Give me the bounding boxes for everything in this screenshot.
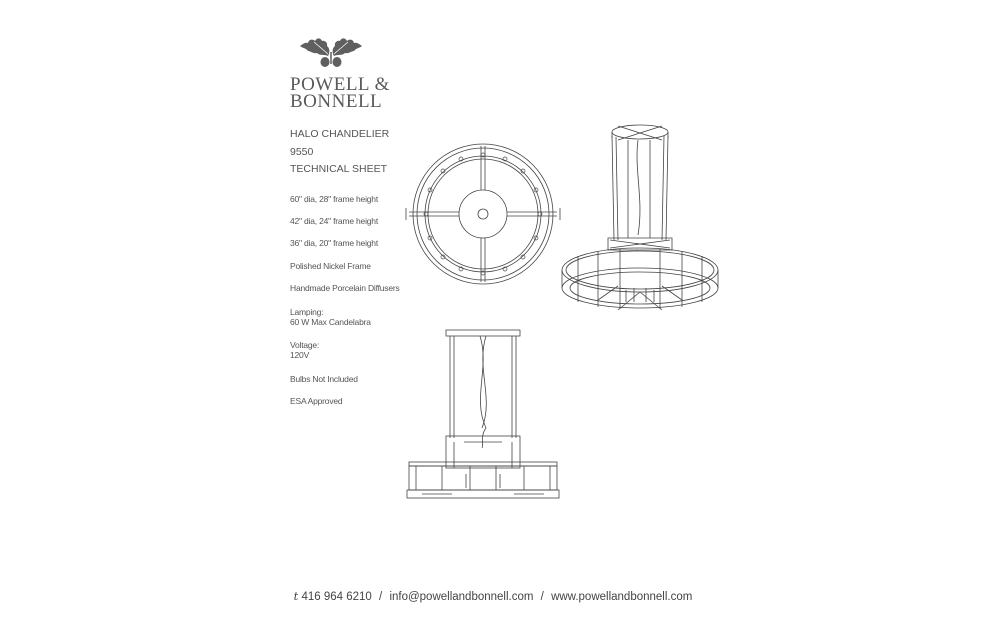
brand-name-line2: BONNELL <box>290 91 383 112</box>
oak-leaves-logo-icon <box>298 34 364 70</box>
product-name: HALO CHANDELIER <box>290 128 390 140</box>
spec-approval: ESA Approved <box>290 396 343 406</box>
spec-lamping-value: 60 W Max Candelabra <box>290 317 371 327</box>
footer-separator: / <box>379 591 383 603</box>
chandelier-perspective-drawing <box>558 120 722 316</box>
chandelier-top-view-drawing <box>405 142 561 288</box>
contact-footer <box>0 589 986 603</box>
footer-separator: / <box>540 591 544 603</box>
spec-bulbs: Bulbs Not Included <box>290 374 358 384</box>
phone-prefix: t <box>293 589 299 603</box>
spec-frame: Polished Nickel Frame <box>290 261 371 271</box>
spec-voltage-label: Voltage: <box>290 340 320 350</box>
spec-size-2: 42" dia, 24" frame height <box>290 216 378 226</box>
spec-size-3: 36" dia, 20" frame height <box>290 238 378 248</box>
email-link[interactable]: info@powellandbonnell.com <box>389 591 534 603</box>
sheet-type: TECHNICAL SHEET <box>290 163 388 175</box>
spec-lamping-label: Lamping: <box>290 307 324 317</box>
product-code: 9550 <box>290 146 314 158</box>
phone-number: 416 964 6210 <box>301 591 372 603</box>
chandelier-side-view-drawing <box>406 328 560 504</box>
spec-voltage-value: 120V <box>290 350 310 360</box>
brand-name-line1: POWELL & <box>290 74 390 95</box>
spec-diffusers: Handmade Porcelain Diffusers <box>290 283 400 293</box>
website-link[interactable]: www.powellandbonnell.com <box>551 591 693 603</box>
spec-size-1: 60" dia, 28" frame height <box>290 194 378 204</box>
